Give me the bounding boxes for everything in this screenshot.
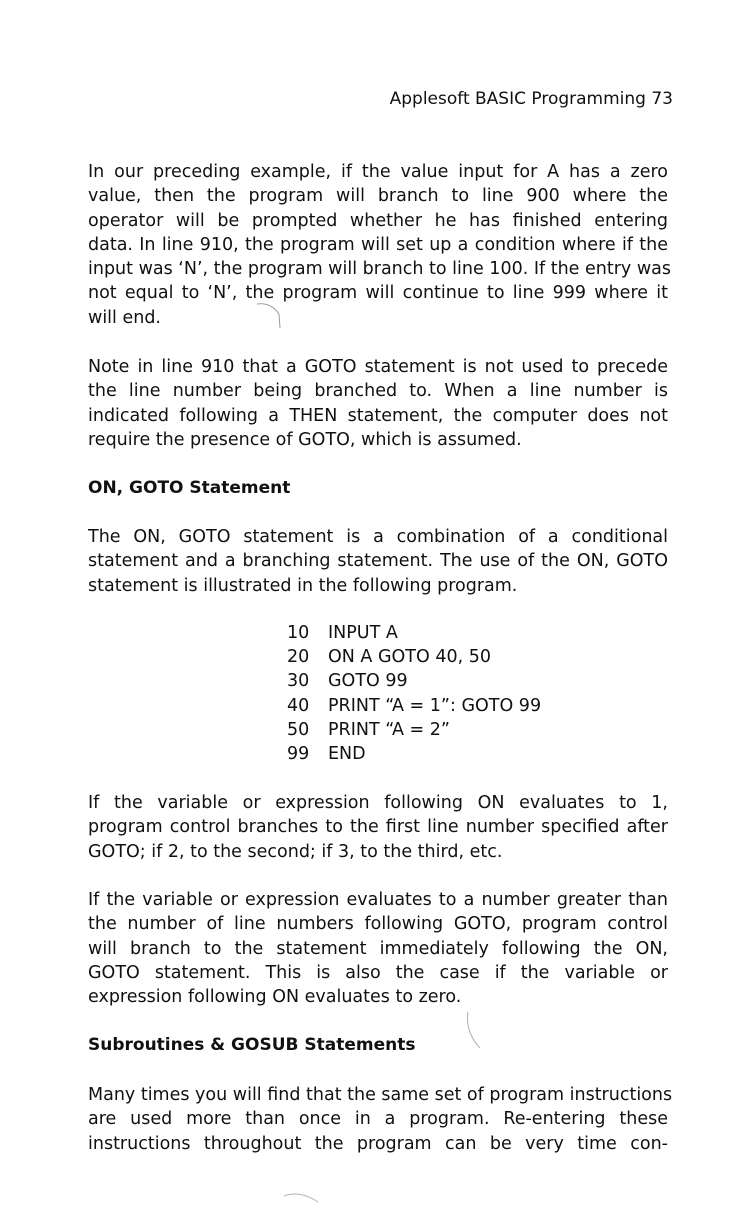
text-line: the line number being branched to. When a line number is [88,381,668,402]
line-number: 30 [287,671,310,692]
body-paragraph [88,791,668,864]
statement: GOTO 99 [328,671,408,692]
text-line: GOTO statement. This is also the case if the variable or [88,962,668,983]
text-line: The ON, GOTO statement is a combination of a conditional [88,527,668,547]
text-line: indicated following a THEN statement, the computer does not [88,405,668,426]
program-line [287,718,541,742]
text-line: require the presence of GOTO, which is assumed. [88,429,522,450]
program-line [287,645,541,669]
scan-mark [462,1010,486,1054]
text-line: will branch to the statement immediately following the ON, [88,938,668,959]
program-line [287,621,541,645]
text-line: the number of line numbers following GOTO, program control [88,914,668,935]
program-line [287,694,541,718]
text-line: Many times you will find that the same set of program instructions [88,1085,673,1105]
program-line [287,669,541,693]
text-line: In our preceding example, if the value input for A has a zero [88,162,668,182]
line-number: 50 [287,719,310,740]
line-number: 20 [287,647,310,668]
body-paragraph [88,525,668,598]
scan-mark [282,1190,322,1206]
text-line: If the variable or expression evaluates to a number greater than [88,890,668,910]
statement: END [328,744,366,765]
statement: INPUT A [328,623,398,643]
section-heading: ON, GOTO Statement [88,478,291,498]
statement: PRINT “A = 2” [328,719,450,740]
body-paragraph [88,1083,673,1156]
text-line: instructions throughout the program can be very time con- [88,1133,668,1154]
body-paragraph [88,888,668,1009]
text-line: are used more than once in a program. Re-entering these [88,1109,668,1130]
text-line: expression following ON evaluates to zero. [88,987,462,1008]
statement: PRINT “A = 1”: GOTO 99 [328,695,542,716]
text-line: input was ‘N’, the program will branch to line 100. If the entry was [88,259,671,280]
section-heading: Subroutines & GOSUB Statements [88,1035,416,1055]
text-line: data. In line 910, the program will set up a condition where if the [88,234,668,255]
text-line: If the variable or expression following ON evaluates to 1, [88,793,668,813]
body-paragraph [88,160,671,330]
text-line: program control branches to the first line number specified after [88,817,668,838]
text-line: GOTO; if 2, to the second; if 3, to the third, etc. [88,841,503,862]
line-number: 10 [287,623,310,643]
text-line: statement and a branching statement. The use of the ON, GOTO [88,551,668,572]
text-line: operator will be prompted whether he has finished entering [88,210,668,231]
body-paragraph [88,355,668,452]
program-listing [287,621,541,766]
text-line: statement is illustrated in the following program. [88,575,518,596]
text-line: will end. [88,307,161,328]
program-line [287,742,541,766]
text-line: value, then the program will branch to line 900 where the [88,186,668,207]
text-line: Note in line 910 that a GOTO statement is not used to precede [88,357,668,377]
statement: ON A GOTO 40, 50 [328,647,491,668]
line-number: 40 [287,695,310,716]
running-head: Applesoft BASIC Programming 73 [389,89,673,109]
text-line: not equal to ‘N’, the program will continue to line 999 where it [88,283,668,304]
line-number: 99 [287,744,310,765]
